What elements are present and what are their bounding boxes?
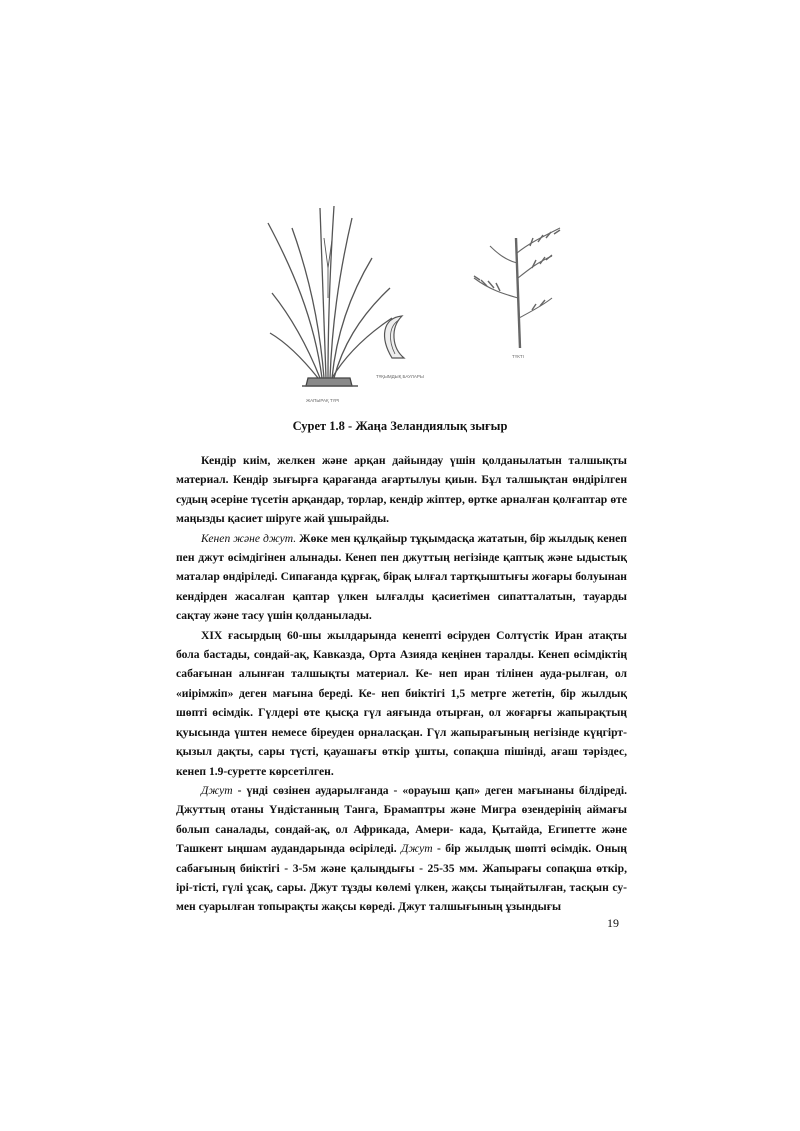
paragraph-xix-century — [176, 626, 627, 781]
paragraph-italic-inline: Джут — [400, 842, 433, 856]
paragraph-text: - үнді сөзінен аударылғанда - «орауыш қап» деген мағынаны білдіреді. Джуттың отаны Үндістанның Танга, Брамаптры және Мигра өзендерінің аймағы болып саналады, сондай-ақ, ол Африкада, Амери- када, Қытайда, Египетте және Ташкент ыңшам аудандарында өсіріледі. — [176, 783, 627, 856]
paragraph-kenep-jut — [176, 529, 627, 626]
seed-pod-drawing — [385, 316, 404, 358]
paragraph-italic-lead: Кенеп және джут. — [201, 531, 297, 545]
paragraph-text: ХІХ ғасырдың 60-шы жылдарында кенепті өсіруден Солтүстік Иран атақты бола бастады, сондай-ақ, Кавказда, Орта Азияда кеңінен таралды. Кенеп өсімдіктің сабағынан алынған талшықты материал. Ке- неп иран тілінен ауда-рылған, ол «иірімжіп» деген мағына береді. Ке- неп биіктігі 1,5 метрге жететін, бір жылдық шөпті өсімдік. Гүлдері өте қысқа гүл аяғында отырған, ол жоғарғы жапырақтың қуысында үштен немесе біреуден орналасқан. Гүл жапырағының негізінде күңгірт- қызыл дақты, сары түсті, қауашағы өткір ұшты, сопақша пішінді, ағаш тәріздес, кенеп 1.9-суретте көрсетілген. — [176, 628, 627, 778]
paragraph-text: Жөке мен құлқайыр тұқымдасқа жататын, бір жылдық кенеп пен джут өсімдігінен алынады. Кенеп пен джуттың негізінде қаптық және ыдыстық маталар өндіріледі. Сипағанда құрғақ, бірақ ылғал тартқыштығы жоғары болуынан кендірден жасалған қаптар үлкен ылғалды қасиетімен сипатталатын, тауарды сақтау және тасу үшін қолданылады. — [176, 531, 627, 623]
figure-caption: Сурет 1.8 - Жаңа Зеландиялық зығыр — [292, 419, 508, 433]
figure-label-right: ТҮКТІ — [512, 354, 524, 359]
figure-label-seed: ТҰҚЫМДЫҚ БАУЛАРЫ — [376, 374, 424, 379]
figure-new-zealand-flax — [262, 198, 572, 413]
paragraph-text: Кендір киім, желкен және арқан дайындау үшін қолданылатын талшықты материал. Кендір зығырға қарағанда ағартылуы қиын. Бұл талшықтан өндірілген судың әсеріне түсетін арқандар, торлар, кендір жіптер, өртке арналған қолғаптар өте маңызды қасиет шіруге жай ұшырайды. — [176, 454, 627, 526]
flax-plant-drawing — [268, 206, 392, 386]
paragraph-kendir — [176, 451, 627, 529]
paragraph-italic-lead: Джут — [201, 783, 233, 797]
figure-label-left: ЖАПЫРАҚ ТҮРІ — [306, 398, 340, 403]
paragraph-jut — [176, 781, 627, 917]
flax-illustration — [262, 198, 572, 413]
page-number: 19 — [607, 916, 619, 930]
panicle-stem-drawing — [474, 228, 560, 348]
body-text — [176, 451, 627, 917]
paragraph-text-continued: - бір жылдық шөпті өсімдік. Оның сабағының биіктігі - 3-5м және қалыңдығы - 25-35 мм. Жапырағы сопақша өткір, ірі-тісті, гүлі ұсақ, сары. Джут тұзды көлемі үлкен, жақсы тыңайтылған, тасқын су- мен суарылған топырақты жақсы көреді. Джут талшығының ұзындығы — [176, 842, 627, 914]
